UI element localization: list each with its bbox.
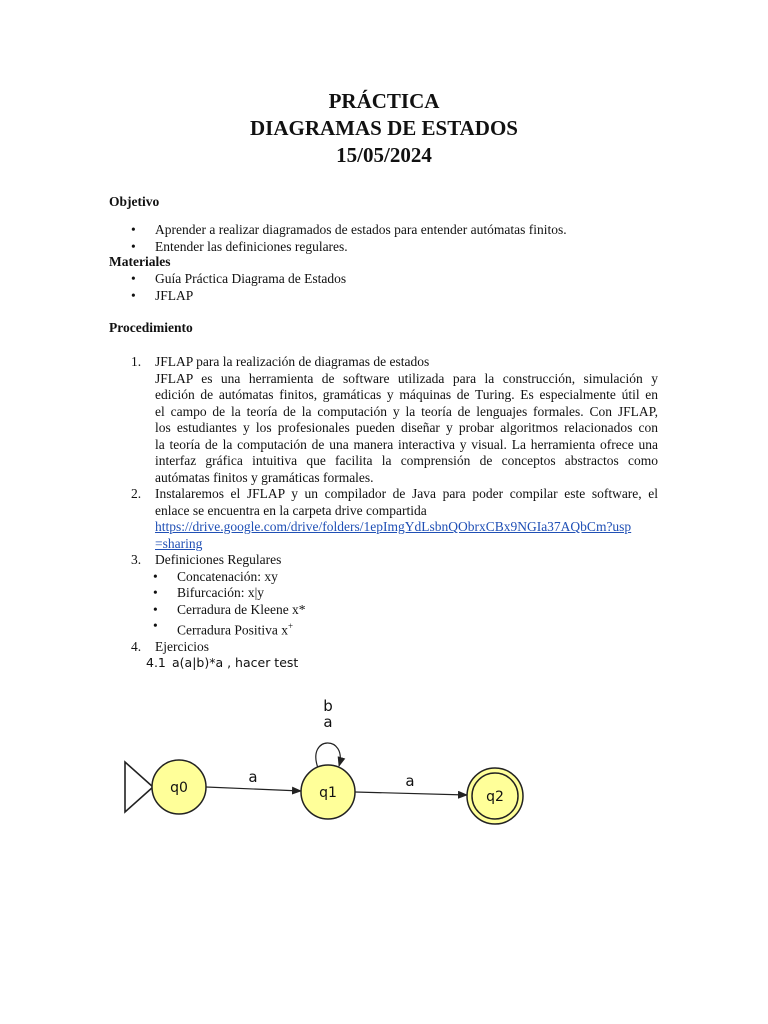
step-1-title: JFLAP para la realización de diagramas de estados [155,354,430,369]
objetivo-heading: Objetivo [109,194,160,209]
title-line-1: PRÁCTICA [328,89,440,113]
edge-label: a [405,772,415,790]
transition-q1-loop [316,743,340,768]
drive-link[interactable]: https://drive.google.com/drive/folders/1epImgYdLsbnQObrxCBx9NGIa37AQbCm?usp =sharing [155,519,632,551]
exercise-4-1: 4.1 a(a|b)*a , hacer test [146,655,299,670]
loop-label: b [323,697,333,715]
list-item: • Cerradura de Kleene x* [153,601,306,617]
transition-q1-q2 [355,792,467,795]
list-item: • Aprender a realizar diagramados de estados para entender autómatas finitos. [131,222,567,237]
list-item: • Guía Práctica Diagrama de Estados [131,271,347,286]
list-item: • JFLAP [131,287,194,303]
step-1: 1. JFLAP para la realización de diagramas de estados JFLAP es una herramienta de software utilizada para la construcción, simulación y edición de autómatas finitos, gramáticas y máquinas de Turing. Es especialmente útil en el campo de la teoría de la computación y la teoría de lenguajes formales. Con JFLAP, los estudiantes y los profesionales pueden diseñar y probar algoritmos relacionados con la teoría de la computación de una manera interactiva y visual. La herramienta ofrece una interfaz gráfica intuitiva que facilita la comprensión de conceptos abstractos como autómatas finitos y gramáticas formales. [131,354,658,485]
state-label: q0 [170,780,188,796]
edge-label: a [248,768,258,786]
step-3-title: Definiciones Regulares [155,552,282,567]
title-line-2: DIAGRAMAS DE ESTADOS [250,116,518,140]
transition-q0-q1 [206,787,301,791]
step-2: 2. Instalaremos el JFLAP y un compilador de Java para poder compilar este software, el enlace se encuentra en la carpeta drive compartida https://drive.google.com/drive/folders/1epImgYdLsbnQObrxCBx9NGIa37AQbCm?usp =sharing [131,486,658,551]
step-4-title: Ejercicios [155,639,209,654]
state-label: q2 [486,789,504,805]
state-label: q1 [319,785,337,801]
step-3: 3. Definiciones Regulares [131,552,658,569]
procedimiento-heading: Procedimiento [109,320,193,335]
list-item: • Concatenación: xy [153,568,278,584]
list-item: • Cerradura Positiva x+ [153,618,294,638]
title-date: 15/05/2024 [336,143,432,167]
step-4: 4. Ejercicios [131,639,658,656]
list-item: • Bifurcación: x|y [153,585,265,600]
loop-label: a [323,713,333,731]
materiales-heading: Materiales [109,254,171,269]
list-item: • Entender las definiciones regulares. [131,238,348,254]
initial-state-marker [125,762,153,812]
